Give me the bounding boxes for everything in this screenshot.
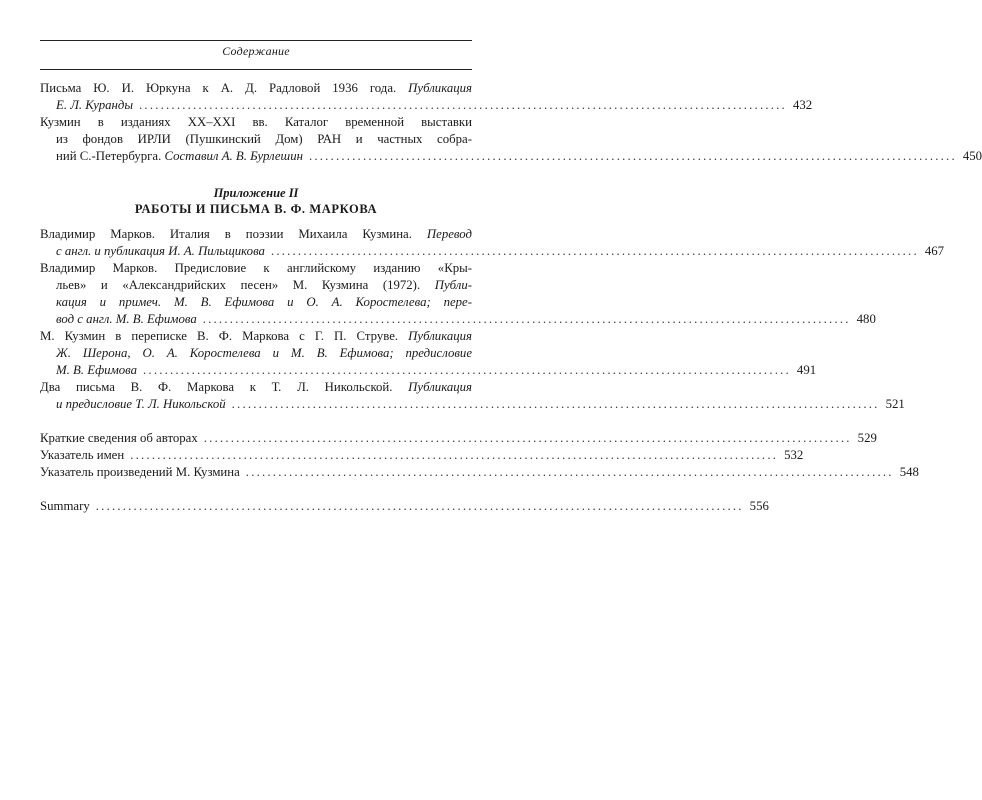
- page-number: 432: [792, 98, 813, 112]
- toc-text-roman: Summary: [40, 499, 90, 513]
- page-number: 521: [885, 397, 905, 411]
- toc-line: [40, 362, 817, 379]
- toc-text-roman: Два письма В. Ф. Маркова к Т. Л. Никольской.: [40, 380, 409, 394]
- toc-text-italic: М. В. Ефимова: [56, 363, 138, 377]
- toc-text-italic: Публикация: [408, 81, 472, 95]
- toc-line: [40, 226, 472, 243]
- page-number: 491: [796, 363, 817, 377]
- toc-text-roman: Владимир Марков. Италия в поэзии Михаила Кузмина.: [40, 227, 427, 241]
- toc-text-italic: Публикация: [408, 329, 472, 343]
- toc-text-italic: Публикация: [408, 380, 472, 394]
- toc-line-text: [56, 311, 197, 328]
- toc-line-text: [56, 243, 265, 260]
- page-number: 556: [749, 499, 769, 513]
- appendix-title: РАБОТЫ И ПИСЬМА В. Ф. МАРКОВА: [134, 202, 378, 216]
- toc-entry[interactable]: [40, 447, 804, 464]
- page-number: 529: [857, 431, 877, 445]
- appendix-label: Приложение II: [213, 186, 299, 200]
- toc-line: [40, 464, 919, 481]
- page-number: 548: [899, 465, 919, 479]
- toc-line: [40, 131, 472, 148]
- toc-text-roman: М. Кузмин в переписке В. Ф. Маркова с Г. П. Струве.: [40, 329, 409, 343]
- toc-line: [40, 260, 472, 277]
- toc-text-roman: Письма Ю. И. Юркуна к А. Д. Радловой 1936 года.: [40, 81, 409, 95]
- running-head: Содержание: [222, 44, 290, 58]
- dot-leader: ........................................................................................................................: [202, 312, 851, 326]
- dot-leader: ........................................................................................................................: [231, 397, 880, 411]
- toc-line: [40, 345, 472, 362]
- toc-line-text: [40, 329, 472, 343]
- toc-line: [40, 328, 472, 345]
- toc-line: [40, 498, 769, 515]
- toc-entry[interactable]: [40, 226, 945, 260]
- dot-leader: ........................................................................................................................: [308, 149, 957, 163]
- toc-line: [40, 97, 813, 114]
- page-number: 467: [924, 244, 945, 258]
- toc-line: [40, 294, 472, 311]
- toc-line-text: [56, 97, 133, 114]
- toc-line-text: [56, 362, 137, 379]
- toc-line: [40, 396, 905, 413]
- toc-line-text: [56, 396, 226, 413]
- dot-leader: ........................................................................................................................: [143, 363, 791, 377]
- toc-text-italic: с англ. и публикация И. А. Пильщикова: [56, 244, 265, 258]
- toc-entry[interactable]: [40, 430, 877, 447]
- toc-text-italic: кация и примеч. М. В. Ефимова и О. А. Коростелева; пере-: [56, 295, 472, 309]
- toc-line-text: [40, 380, 472, 394]
- toc-text-italic: Перевод: [426, 227, 472, 241]
- toc-line: [40, 447, 804, 464]
- toc-line-text: [40, 464, 240, 481]
- toc-entry[interactable]: [40, 464, 919, 481]
- header-top-rule: [40, 40, 472, 41]
- toc-entry[interactable]: [40, 80, 813, 114]
- toc-line: [40, 311, 876, 328]
- toc-line-text: [40, 430, 198, 447]
- toc-line-text: [40, 261, 472, 275]
- toc-line-text: [40, 447, 124, 464]
- dot-leader: ........................................................................................................................: [95, 499, 744, 513]
- dot-leader: ........................................................................................................................: [270, 244, 919, 258]
- toc-entry[interactable]: [40, 260, 876, 328]
- toc-line-text: [40, 227, 472, 241]
- toc-line: [40, 379, 472, 396]
- toc-line: [40, 430, 877, 447]
- toc-line-text: [56, 346, 472, 360]
- toc-text-italic: вод с англ. М. В. Ефимова: [56, 312, 197, 326]
- toc-text-roman: Краткие сведения об авторах: [40, 431, 198, 445]
- toc-line-text: [56, 278, 472, 292]
- toc-entry[interactable]: [40, 379, 905, 413]
- toc-text-italic: Составил А. В. Бурлешин: [164, 149, 303, 163]
- toc-line-text: [56, 295, 472, 309]
- page-number: 480: [856, 312, 876, 326]
- toc-line: [40, 277, 472, 294]
- toc-text-roman: льев» и «Александрийских песен» М. Кузмина (1972).: [56, 278, 435, 292]
- toc-text-roman: из фондов ИРЛИ (Пушкинский Дом) РАН и частных собра-: [56, 132, 472, 146]
- toc-entry[interactable]: [40, 498, 769, 515]
- toc-text-italic: Е. Л. Куранды: [56, 98, 134, 112]
- toc-line-text: [40, 498, 90, 515]
- dot-leader: ........................................................................................................................: [203, 431, 852, 445]
- toc-line: [40, 114, 472, 131]
- toc-text-roman: Указатель произведений М. Кузмина: [40, 465, 240, 479]
- dot-leader: ........................................................................................................................: [245, 465, 894, 479]
- toc-entry[interactable]: [40, 328, 817, 379]
- toc-line-text: [40, 115, 472, 129]
- toc-entry[interactable]: [40, 114, 982, 165]
- dot-leader: ........................................................................................................................: [130, 448, 779, 462]
- toc-text-roman: Владимир Марков. Предисловие к английскому изданию «Кры-: [40, 261, 472, 275]
- toc-text-italic: Публи-: [434, 278, 472, 292]
- toc-line-text: [40, 81, 472, 95]
- toc-text-roman: Кузмин в изданиях XX–XXI вв. Каталог временной выставки: [40, 115, 472, 129]
- toc-line: [40, 243, 945, 260]
- dot-leader: ........................................................................................................................: [139, 98, 787, 112]
- toc-text-italic: Ж. Шерона, О. А. Коростелева и М. В. Ефимова; предисловие: [56, 346, 472, 360]
- toc-line-text: [56, 148, 303, 165]
- toc-text-roman: Указатель имен: [40, 448, 125, 462]
- toc-text-roman: ний С.-Петербурга.: [56, 149, 165, 163]
- toc-line-text: [56, 132, 472, 146]
- page-number: 450: [962, 149, 982, 163]
- toc-line: [40, 148, 982, 165]
- page-number: 532: [784, 448, 804, 462]
- toc-line: [40, 80, 472, 97]
- header-bottom-rule: [40, 69, 472, 70]
- toc-text-italic: и предисловие Т. Л. Никольской: [56, 397, 226, 411]
